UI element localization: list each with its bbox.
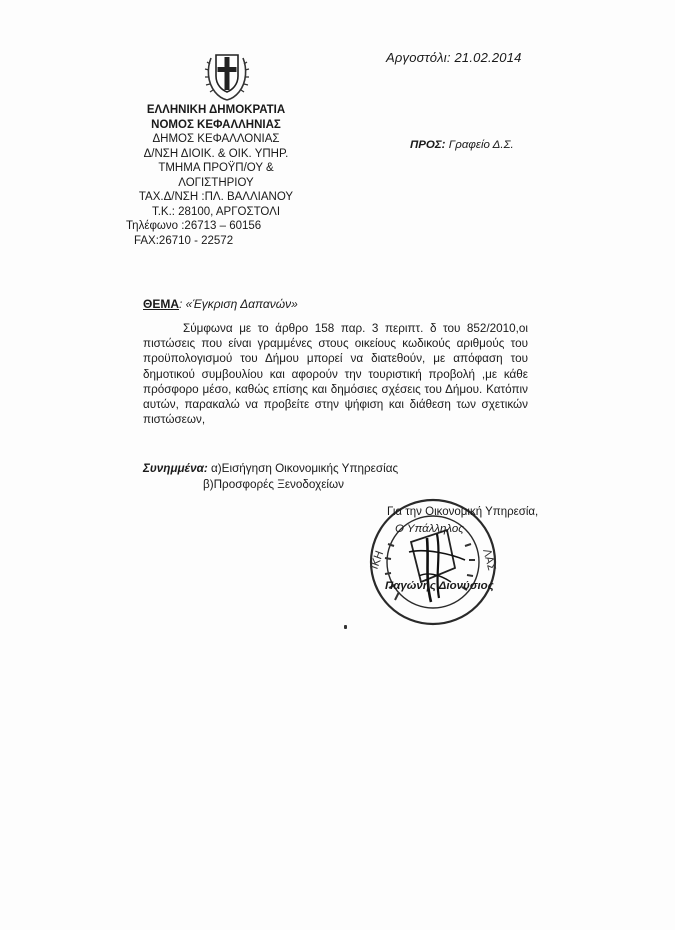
issuer-line: ΤΜΗΜΑ ΠΡΟΫΠ/ΟΥ & bbox=[158, 162, 274, 174]
recipient-value: Γραφείο Δ.Σ. bbox=[448, 139, 514, 151]
signature-role: Ο Υπάλληλος bbox=[395, 523, 464, 535]
issuer-line: ΛΟΓΙΣΤΗΡΙΟΥ bbox=[178, 176, 254, 189]
signature-name: Παγώνης Διονύσιος bbox=[385, 580, 494, 592]
greek-coat-of-arms-emblem bbox=[203, 50, 251, 102]
recipient-label: ΠΡΟΣ: bbox=[410, 139, 446, 151]
subject-line bbox=[143, 297, 298, 311]
issuer-phone: Τηλέφωνο :26713 – 60156 bbox=[126, 220, 262, 232]
issuer-line: Δ/ΝΣΗ ΔΙΟΙΚ. & ΟΙΚ. ΥΠΗΡ. bbox=[143, 147, 289, 160]
recipient-line bbox=[410, 139, 514, 151]
issuer-line: ΝΟΜΟΣ ΚΕΦΑΛΛΗΝΙΑΣ bbox=[151, 118, 281, 131]
signature-department: Για την Οικονομική Υπηρεσία, bbox=[387, 506, 539, 518]
subject-value: : «Έγκριση Δαπανών» bbox=[179, 297, 298, 311]
attachment-item: α)Εισήγηση Οικονομικής Υπηρεσίας bbox=[207, 462, 399, 475]
issuer-address: ΤΑΧ.Δ/ΝΣΗ :ΠΛ. ΒΑΛΛΙΑΝΟΥ bbox=[138, 191, 294, 203]
attachments-block bbox=[143, 461, 398, 493]
issuer-block bbox=[96, 103, 336, 248]
attachments-label: Συνημμένα: bbox=[143, 462, 208, 475]
document-date: Αργοστόλι: 21.02.2014 bbox=[386, 50, 522, 65]
issuer-postcode: Τ.Κ.: 28100, ΑΡΓΟΣΤΟΛΙ bbox=[151, 205, 281, 218]
issuer-fax: FAX:26710 - 22572 bbox=[134, 234, 234, 247]
subject-label: ΘΕΜΑ bbox=[143, 297, 179, 311]
svg-text:ΛΑΣ: ΛΑΣ bbox=[480, 547, 499, 573]
body-paragraph: Σύμφωνα με το άρθρο 158 παρ. 3 περιπτ. δ του 852/2010,οι πιστώσεις που είναι γραμμένες στους οικείους κωδικούς αριθμούς του προϋπολογισμού του Δήμου μπορεί να διατεθούν, με απόφαση του δημοτικού συμβουλίου και αφορούν την τουριστική προβολή ,με κάθε πρόσφορο μέσο, καθώς επίσης και δημόσιες σχέσεις του Δήμου. Κατόπιν αυτών, παρακαλώ να προβείτε στην ψήφιση και διάθεση των σχετικών πιστώσεων, bbox=[143, 322, 528, 427]
attachment-item: β)Προσφορές Ξενοδοχείων bbox=[203, 478, 344, 491]
issuer-line: ΕΛΛΗΝΙΚΗ ΔΗΜΟΚΡΑΤΙΑ bbox=[146, 104, 286, 116]
ink-mark bbox=[344, 625, 347, 629]
svg-text:ΙΚΗ: ΙΚΗ bbox=[367, 548, 387, 572]
issuer-line: ΔΗΜΟΣ ΚΕΦΑΛΛΟΝΙΑΣ bbox=[152, 133, 280, 145]
